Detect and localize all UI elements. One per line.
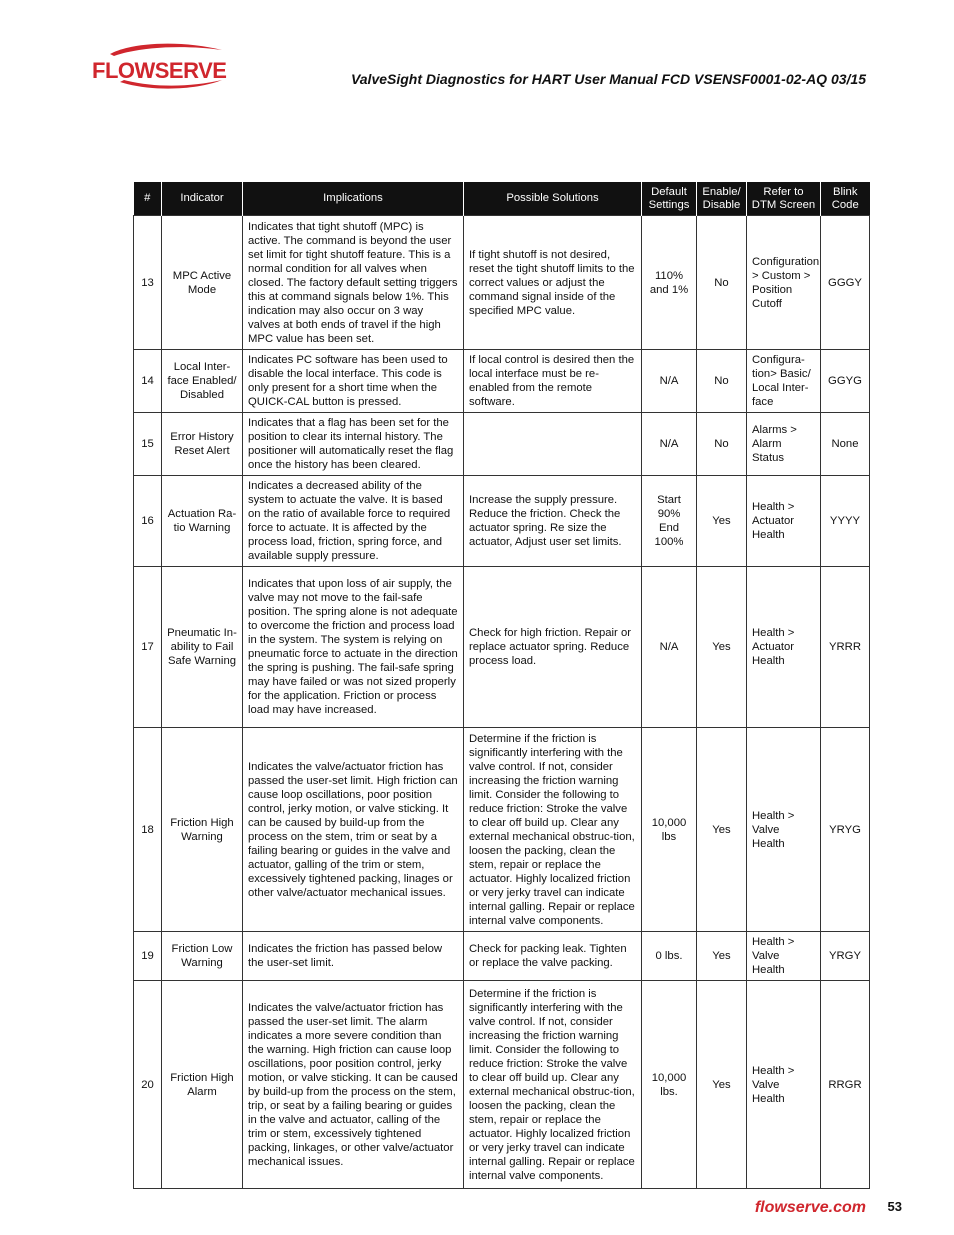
row-blink: GGYG <box>821 350 870 413</box>
row-indicator: Friction High Warning <box>162 728 243 932</box>
row-enable: No <box>697 216 747 350</box>
table-row <box>134 216 870 350</box>
row-blink: YRYG <box>821 728 870 932</box>
row-implications: Indicates the friction has passed below the user-set limit. <box>243 932 464 981</box>
row-number: 14 <box>134 350 162 413</box>
row-indicator: Pneumatic In-ability to Fail Safe Warning <box>162 567 243 728</box>
col-header-indicator: Indicator <box>162 182 243 216</box>
row-dtm: Alarms > Alarm Status <box>747 413 821 476</box>
col-header-number: # <box>134 182 162 216</box>
row-default: 110% and 1% <box>642 216 697 350</box>
row-default: N/A <box>642 413 697 476</box>
row-default: N/A <box>642 350 697 413</box>
row-blink: None <box>821 413 870 476</box>
footer-website-link[interactable]: flowserve.com <box>754 1199 866 1216</box>
row-solutions: Check for high friction. Repair or replace actuator spring. Reduce process load. <box>464 567 642 728</box>
row-implications: Indicates that a flag has been set for the position to clear its internal history. The positioner will automatically reset the flag once the history has been cleared. <box>243 413 464 476</box>
diagnostics-table <box>133 182 870 1189</box>
row-enable: Yes <box>697 728 747 932</box>
row-blink: YYYY <box>821 476 870 567</box>
col-header-default: Default Settings <box>642 182 697 216</box>
row-dtm: Health > Actuator Health <box>747 567 821 728</box>
row-blink: YRRR <box>821 567 870 728</box>
row-implications: Indicates the valve/actuator friction has passed the user-set limit. High friction can cause loop oscillations, poor position control, jerky motion, or valve sticking. It can be caused by build-up from the process on the stem, trim or seat by a failing bearing or guides in the valve and actuator, galling of the trim or stem, excessively tightened packing, linages or other valve/actuator mechanical issues. <box>243 728 464 932</box>
row-enable: Yes <box>697 567 747 728</box>
row-implications: Indicates PC software has been used to disable the local interface. This code is only present for a short time when the QUICK-CAL button is pressed. <box>243 350 464 413</box>
row-dtm: Health > Actuator Health <box>747 476 821 567</box>
row-indicator: MPC Active Mode <box>162 216 243 350</box>
col-header-solutions: Possible Solutions <box>464 182 642 216</box>
row-number: 20 <box>134 981 162 1189</box>
row-number: 17 <box>134 567 162 728</box>
table-row <box>134 932 870 981</box>
table-row <box>134 476 870 567</box>
row-dtm: Health > Valve Health <box>747 981 821 1189</box>
row-implications: Indicates the valve/actuator friction has passed the user-set limit. The alarm indicates a more severe condition than the warning. High friction can cause loop oscillations, poor position control, jerky motion, or valve sticking. It can be caused by build-up from the process on the stem, trip, or seat by a failing bearing or guides in the valve and actuator, calling of the trim or stem, excessively tightened packing, linkages, or other valve/actuator mechanical issues. <box>243 981 464 1189</box>
row-number: 19 <box>134 932 162 981</box>
row-number: 16 <box>134 476 162 567</box>
table-header-row <box>134 182 870 216</box>
col-header-implications: Implications <box>243 182 464 216</box>
row-implications: Indicates that tight shutoff (MPC) is active. The command is beyond the user set limit for tight shutoff feature. This is a normal condition for all valves when closed. The factory default setting triggers this at command signals below 1%. This indication may also occur on 3 way valves at both ends of travel if the high MPC value has been set. <box>243 216 464 350</box>
row-indicator: Actuation Ra-tio Warning <box>162 476 243 567</box>
row-enable: Yes <box>697 476 747 567</box>
row-default: 0 lbs. <box>642 932 697 981</box>
row-solutions: Check for packing leak. Tighten or replace the valve packing. <box>464 932 642 981</box>
row-blink: YRGY <box>821 932 870 981</box>
row-enable: Yes <box>697 981 747 1189</box>
row-indicator: Error History Reset Alert <box>162 413 243 476</box>
row-solutions: Determine if the friction is significantly interfering with the valve control. If not, consider increasing the friction warning limit. Consider the following to reduce friction: Stroke the valve to clear off build up. Clear any external mechanical obstruc-tion, loosen the packing, clean the stem, repair or replace the actuator. Highly localized friction or very jerky travel can indicate internal galling. Repair or replace internal valve components. <box>464 728 642 932</box>
row-enable: Yes <box>697 932 747 981</box>
table-row <box>134 728 870 932</box>
row-number: 15 <box>134 413 162 476</box>
table-row <box>134 413 870 476</box>
row-implications: Indicates a decreased ability of the system to actuate the valve. It is based on the ratio of available force to required force to actuate. It is affected by the process load, friction, spring force, and available supply pressure. <box>243 476 464 567</box>
row-solutions: If tight shutoff is not desired, reset the tight shutoff limits to the correct values or adjust the command signal inside of the specified MPC value. <box>464 216 642 350</box>
row-default: 10,000 lbs <box>642 728 697 932</box>
col-header-enable: Enable/ Disable <box>697 182 747 216</box>
col-header-dtm: Refer to DTM Screen <box>747 182 821 216</box>
row-default: N/A <box>642 567 697 728</box>
row-blink: RRGR <box>821 981 870 1189</box>
row-indicator: Friction Low Warning <box>162 932 243 981</box>
row-dtm: Configuration > Custom > Position Cutoff <box>747 216 821 350</box>
row-solutions: Increase the supply pressure. Reduce the friction. Check the actuator spring. Re size the actuator, Adjust user set limits. <box>464 476 642 567</box>
row-default: 10,000 lbs. <box>642 981 697 1189</box>
row-number: 13 <box>134 216 162 350</box>
row-solutions: Determine if the friction is significantly interfering with the valve control. If not, consider increasing the friction warning limit. Consider the following to reduce friction: Stroke the valve to clear off build up. Clear any external mechanical obstruc-tion, loosen the packing, clean the stem, repair or replace the actuator. Highly localized friction or very jerky travel can indicate internal galling. Repair or replace internal valve components. <box>464 981 642 1189</box>
document-title: ValveSight Diagnostics for HART User Manual FCD VSENSF0001-02-AQ 03/15 <box>350 71 866 87</box>
row-blink: GGGY <box>821 216 870 350</box>
flowserve-logo <box>92 40 242 96</box>
row-indicator: Local Inter-face Enabled/ Disabled <box>162 350 243 413</box>
row-dtm: Health > Valve Health <box>747 728 821 932</box>
row-solutions <box>464 413 642 476</box>
brand-name: FLOWSERVE <box>92 58 227 83</box>
row-indicator: Friction High Alarm <box>162 981 243 1189</box>
col-header-blink: Blink Code <box>821 182 870 216</box>
row-enable: No <box>697 350 747 413</box>
row-default: Start 90% End 100% <box>642 476 697 567</box>
page-number: 53 <box>887 1199 902 1214</box>
table-row <box>134 350 870 413</box>
table-row <box>134 567 870 728</box>
row-solutions: If local control is desired then the local interface must be re-enabled from the remote software. <box>464 350 642 413</box>
table-row <box>134 981 870 1189</box>
row-implications: Indicates that upon loss of air supply, the valve may not move to the fail-safe position. The spring alone is not adequate to overcome the friction and process load in the system. The system is relying on pneumatic force to actuate in the direction the spring is pushing. The fail-safe spring may have failed or was not sized properly for the application. Friction or process load may have increased. <box>243 567 464 728</box>
row-dtm: Health > Valve Health <box>747 932 821 981</box>
row-number: 18 <box>134 728 162 932</box>
row-dtm: Configura-tion> Basic/ Local Inter-face <box>747 350 821 413</box>
row-enable: No <box>697 413 747 476</box>
